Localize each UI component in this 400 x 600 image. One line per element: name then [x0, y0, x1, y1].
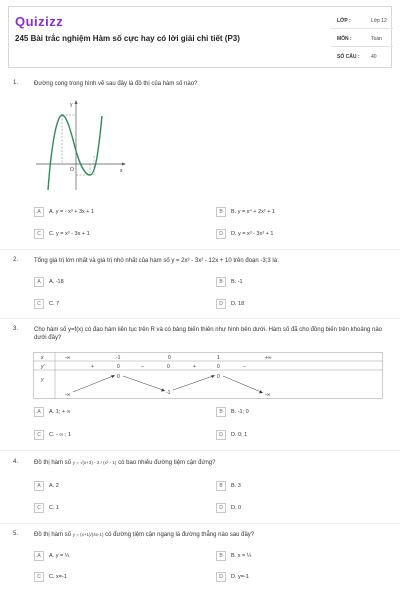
table-sign: 0	[117, 364, 120, 370]
question-number: 5.	[13, 531, 19, 537]
option-letter-box[interactable]: C	[34, 430, 44, 440]
table-x-value: -1	[116, 355, 121, 361]
quizizz-logo: Quizizz	[15, 14, 64, 29]
option-a[interactable]	[34, 207, 174, 219]
option-letter-box[interactable]: D	[216, 572, 226, 582]
graph-x-label: x	[120, 168, 123, 174]
option-text: D. y = x³ - 3x² + 1	[231, 231, 274, 237]
table-y-value: 0	[117, 374, 120, 380]
option-letter-box[interactable]: B	[216, 481, 226, 491]
option-text: C. x=-1	[49, 574, 67, 580]
option-c[interactable]	[34, 503, 174, 515]
option-text: B. x = ¼	[231, 553, 252, 559]
option-b[interactable]	[216, 277, 356, 289]
variation-table	[33, 352, 383, 399]
option-text: A. y = ¼	[49, 553, 70, 559]
option-text: C. y = x³ - 3x + 1	[49, 231, 90, 237]
option-b[interactable]	[216, 551, 356, 563]
meta-grade	[331, 11, 393, 27]
table-x-value: +∞	[265, 355, 272, 361]
option-text: C. 7	[49, 301, 60, 307]
meta-subject	[331, 29, 393, 45]
option-d[interactable]	[216, 572, 356, 584]
table-arrow-up	[73, 376, 113, 392]
option-b[interactable]	[216, 407, 356, 419]
option-b[interactable]	[216, 481, 356, 493]
table-y-value: -∞	[265, 392, 271, 398]
question-formula: y = (x+1)/(4x-1)	[72, 532, 104, 537]
question-number: 4.	[13, 459, 19, 465]
option-text: B. y = x⁴ + 2x² + 1	[231, 209, 276, 215]
question-text: Tổng giá trị lớn nhất và giá trị nhỏ nhất của hàm số y = 2x³ - 3x² - 12x + 10 trên đoạn -3;3 là:	[34, 258, 279, 264]
option-a[interactable]	[34, 407, 174, 419]
option-text: D. y=-1	[231, 574, 249, 580]
option-c[interactable]	[34, 229, 174, 241]
table-row-label-x: x	[41, 355, 44, 361]
table-arrowhead	[259, 390, 263, 393]
option-letter-box[interactable]: A	[34, 481, 44, 491]
question-divider	[0, 523, 400, 524]
document-meta	[331, 7, 393, 69]
option-text: C. 1	[49, 505, 60, 511]
question-divider	[0, 318, 400, 319]
option-letter-box[interactable]: B	[216, 551, 226, 561]
table-x-value: 1	[217, 355, 220, 361]
table-arrow-down	[223, 376, 261, 392]
question-divider	[0, 450, 400, 451]
question-formula: y = √(x+3) - 2 / (x² - 1)	[72, 460, 117, 465]
table-x-value: -∞	[65, 355, 71, 361]
option-letter-box[interactable]: A	[34, 407, 44, 417]
table-arrow-up	[173, 376, 213, 390]
option-letter-box[interactable]: B	[216, 277, 226, 287]
option-text: B. -1	[231, 279, 243, 285]
option-b[interactable]	[216, 207, 356, 219]
table-sign: +	[193, 364, 196, 370]
option-letter-box[interactable]: C	[34, 503, 44, 513]
option-a[interactable]	[34, 551, 174, 563]
option-a[interactable]	[34, 277, 174, 289]
graph-y-arrow	[75, 100, 78, 104]
option-text: C. - ∞ ; 1	[49, 432, 71, 438]
graph-origin-label: O	[70, 167, 74, 173]
question-number: 1.	[13, 80, 19, 86]
question-text: Cho hàm số y=f(x) có đạo hàm liên tục trên R và có bảng biến thiên như hình bên dưới. Hàm số đã cho đồng biến trên khoảng nào dưới đây?	[34, 327, 383, 341]
meta-count	[331, 47, 393, 63]
option-letter-box[interactable]: D	[216, 299, 226, 309]
table-border	[34, 353, 383, 399]
question-number: 2.	[13, 257, 19, 263]
option-a[interactable]	[34, 481, 174, 493]
table-row-label-y: y	[41, 377, 44, 383]
option-letter-box[interactable]: C	[34, 572, 44, 582]
option-text: D. 0	[231, 505, 242, 511]
meta-grade-value: Lớp 12	[371, 18, 387, 24]
option-d[interactable]	[216, 430, 356, 442]
question-text-after: có đường tiệm cận ngang là đường thẳng nào sau đây?	[105, 532, 255, 538]
graph-curve	[48, 115, 102, 190]
question-text-after: có bao nhiêu đường tiệm cận đứng?	[118, 460, 216, 466]
option-text: A. y = - x³ + 3x + 1	[49, 209, 95, 215]
table-arrow-down	[123, 376, 163, 390]
meta-grade-label: LỚP :	[337, 18, 351, 24]
graph-x-arrow	[122, 163, 126, 166]
option-d[interactable]	[216, 229, 356, 241]
option-c[interactable]	[34, 299, 174, 311]
option-text: A. -18	[49, 279, 64, 285]
table-sign: –	[243, 364, 246, 370]
table-sign: +	[91, 364, 94, 370]
table-row-label-derivative: y'	[41, 364, 45, 370]
option-letter-box[interactable]: D	[216, 229, 226, 239]
option-letter-box[interactable]: D	[216, 430, 226, 440]
option-letter-box[interactable]: C	[34, 229, 44, 239]
option-text: A. 1; + ∞	[49, 409, 71, 415]
table-y-value: -1	[166, 390, 171, 396]
option-text: D. 0; 1	[231, 432, 248, 438]
option-letter-box[interactable]: B	[216, 207, 226, 217]
option-letter-box[interactable]: C	[34, 299, 44, 309]
option-c[interactable]	[34, 430, 174, 442]
table-y-value: -∞	[65, 392, 71, 398]
table-sign: –	[141, 364, 144, 370]
meta-subject-label: MÔN :	[337, 36, 352, 42]
option-letter-box[interactable]: A	[34, 277, 44, 287]
question-text	[34, 531, 384, 539]
table-arrowhead	[211, 375, 215, 378]
option-d[interactable]	[216, 503, 356, 515]
option-text: B. 3	[231, 483, 241, 489]
meta-count-label: SỐ CÂU :	[337, 54, 360, 60]
option-d[interactable]	[216, 299, 356, 311]
table-y-value: 0	[217, 374, 220, 380]
question-text-before: Đồ thị hàm số	[34, 460, 72, 466]
question-divider	[0, 249, 400, 250]
document-title: 245 Bài trắc nghiệm Hàm số cực hay có lời giải chi tiết (P3)	[15, 34, 240, 43]
table-sign: 0	[167, 364, 170, 370]
option-letter-box[interactable]: D	[216, 503, 226, 513]
table-arrowhead	[161, 389, 165, 392]
function-graph	[34, 96, 129, 192]
meta-subject-value: Toán	[371, 36, 382, 42]
question-text	[34, 459, 384, 467]
question-number: 3.	[13, 326, 19, 332]
option-text: A. 2	[49, 483, 59, 489]
option-letter-box[interactable]: B	[216, 407, 226, 417]
question-text: Đường cong trong hình vẽ sau đây là đồ thị của hàm số nào?	[34, 81, 198, 87]
document-header	[8, 6, 392, 68]
option-text: D. 18	[231, 301, 245, 307]
option-letter-box[interactable]: A	[34, 551, 44, 561]
option-c[interactable]	[34, 572, 174, 584]
option-letter-box[interactable]: A	[34, 207, 44, 217]
table-x-value: 0	[168, 355, 171, 361]
table-sign: 0	[217, 364, 220, 370]
option-text: B. -1; 0	[231, 409, 249, 415]
graph-y-label: y	[70, 102, 73, 108]
question-text-before: Đồ thị hàm số	[34, 532, 72, 538]
meta-count-value: 40	[371, 54, 377, 60]
